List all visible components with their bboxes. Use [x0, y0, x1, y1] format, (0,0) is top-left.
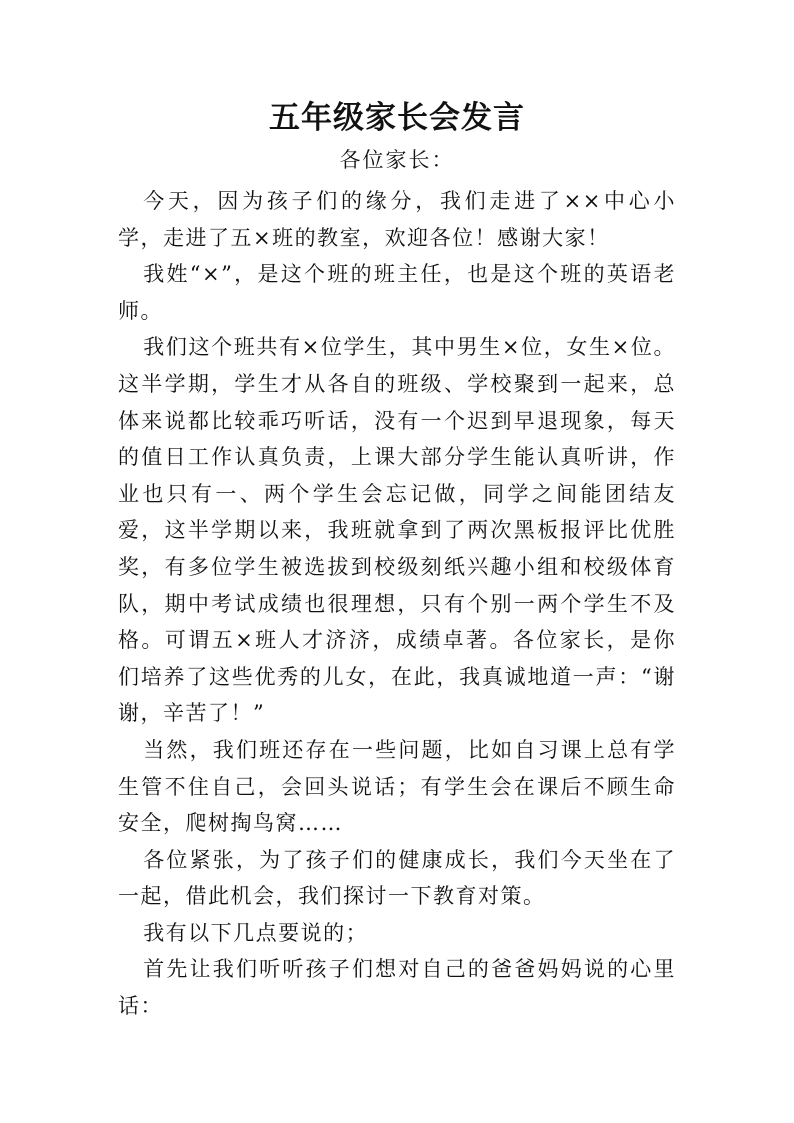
paragraph-purpose: 各位紧张，为了孩子们的健康成长，我们今天坐在了一起，借此机会，我们探讨一下教育对策。 — [118, 847, 676, 909]
paragraph-problems: 当然，我们班还存在一些问题，比如自习课上总有学生管不住自己，会回头说话；有学生会在课后不顾生命安全，爬树掏鸟窝…… — [118, 737, 676, 836]
paragraph-class-overview: 我们这个班共有×位学生，其中男生×位，女生×位。这半学期，学生才从各自的班级、学校聚到一起来，总体来说都比较乖巧听话，没有一个迟到早退现象，每天的值日工作认真负责，上课大部分学生能认真听讲，作业也只有一、两个学生会忘记做，同学之间能团结友爱，这半学期以来，我班就拿到了两次黑板报评比优胜奖，有多位学生被选拔到校级刻纸兴趣小组和校级体育队，期中考试成绩也很理想，只有个别一两个学生不及格。可谓五×班人才济济，成绩卓著。各位家长，是你们培养了这些优秀的儿女，在此，我真诚地道一声：“谢谢，辛苦了！” — [118, 335, 676, 726]
paragraph-introduction: 我姓“×”，是这个班的班主任，也是这个班的英语老师。 — [118, 262, 676, 323]
paragraph-children-words: 首先让我们听听孩子们想对自己的爸爸妈妈说的心里话： — [118, 957, 676, 1019]
salutation: 各位家长： — [339, 148, 455, 172]
paragraph-welcome: 今天，因为孩子们的缘分，我们走进了××中心小学，走进了五×班的教室，欢迎各位！感谢大家！ — [118, 189, 676, 250]
paragraph-points-intro: 我有以下几点要说的； — [143, 920, 369, 945]
document-body — [118, 183, 676, 1025]
page-title: 五年级家长会发言 — [269, 100, 525, 136]
